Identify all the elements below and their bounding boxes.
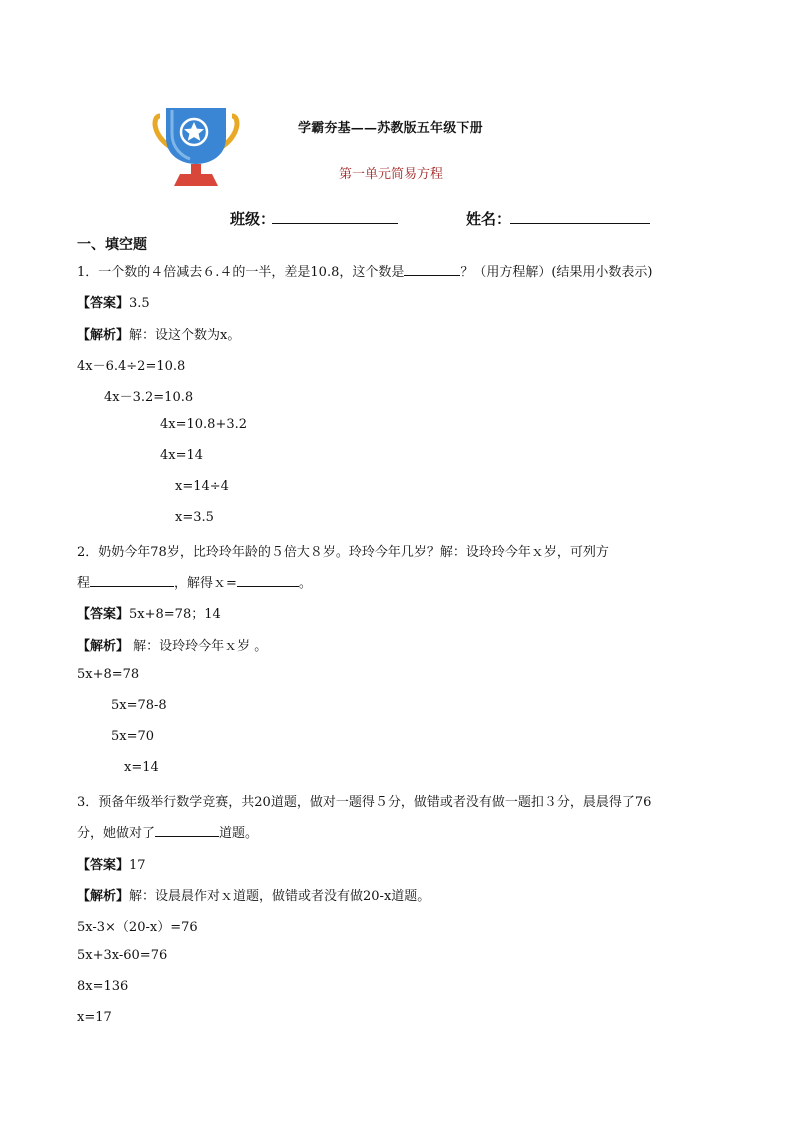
step-line: x=14÷4 xyxy=(175,479,229,494)
answer-blank[interactable] xyxy=(237,576,299,587)
class-field[interactable] xyxy=(272,223,398,224)
step-line: 5x+8=78 xyxy=(77,667,140,682)
answer-2: 【答案】5x+8=78；14 xyxy=(77,607,221,622)
step-line: 4x=14 xyxy=(160,448,204,463)
answer-blank[interactable] xyxy=(155,826,219,837)
trophy-icon xyxy=(150,106,242,188)
answer-blank[interactable] xyxy=(90,576,174,587)
question-1: 1．一个数的４倍减去６.４的一半，差是10.8，这个数是 ？（用方程解）(结果用小数表示) xyxy=(77,265,653,280)
page-title: 学霸夯基——苏教版五年级下册 xyxy=(298,121,483,136)
step-line: 5x-3×（20-x）=76 xyxy=(77,920,198,935)
analysis-3: 【解析】解：设晨晨作对ｘ道题，做错或者没有做20-x道题。 xyxy=(77,889,431,904)
step-line: 4x－6.4÷2=10.8 xyxy=(77,359,186,374)
step-line: 4x=10.8+3.2 xyxy=(160,417,248,432)
page-subtitle: 第一单元简易方程 xyxy=(339,167,444,182)
answer-3: 【答案】17 xyxy=(77,858,146,873)
class-label: 班级： xyxy=(230,210,276,228)
step-line: x=3.5 xyxy=(175,510,214,525)
step-line: 4x－3.2=10.8 xyxy=(104,390,194,405)
question-3: 3．预备年级举行数学竞赛，共20道题，做对一题得５分，做错或者没有做一题扣３分，晨晨得了76 xyxy=(77,795,652,810)
answer-blank[interactable] xyxy=(404,265,460,276)
question-2: 2．奶奶今年78岁，比玲玲年龄的５倍大８岁。玲玲今年几岁？解：设玲玲今年ｘ岁，可列方 xyxy=(77,545,609,560)
name-field[interactable] xyxy=(510,223,650,224)
section-heading: 一、填空题 xyxy=(77,237,147,253)
answer-1: 【答案】3.5 xyxy=(77,296,150,311)
step-line: 5x=70 xyxy=(111,729,155,744)
name-label: 姓名： xyxy=(466,210,512,228)
analysis-1: 【解析】解：设这个数为x。 xyxy=(77,328,241,343)
step-line: x=17 xyxy=(77,1010,112,1025)
step-line: 5x+3x-60=76 xyxy=(77,948,168,963)
question-3-cont: 分，她做对了 道题。 xyxy=(77,826,259,841)
step-line: x=14 xyxy=(124,760,159,775)
step-line: 5x=78-8 xyxy=(111,698,167,713)
step-line: 8x=136 xyxy=(77,979,129,994)
question-2-cont: 程 ，解得ｘ= 。 xyxy=(77,576,312,591)
analysis-2: 【解析】 解：设玲玲今年ｘ岁 。 xyxy=(77,639,268,654)
